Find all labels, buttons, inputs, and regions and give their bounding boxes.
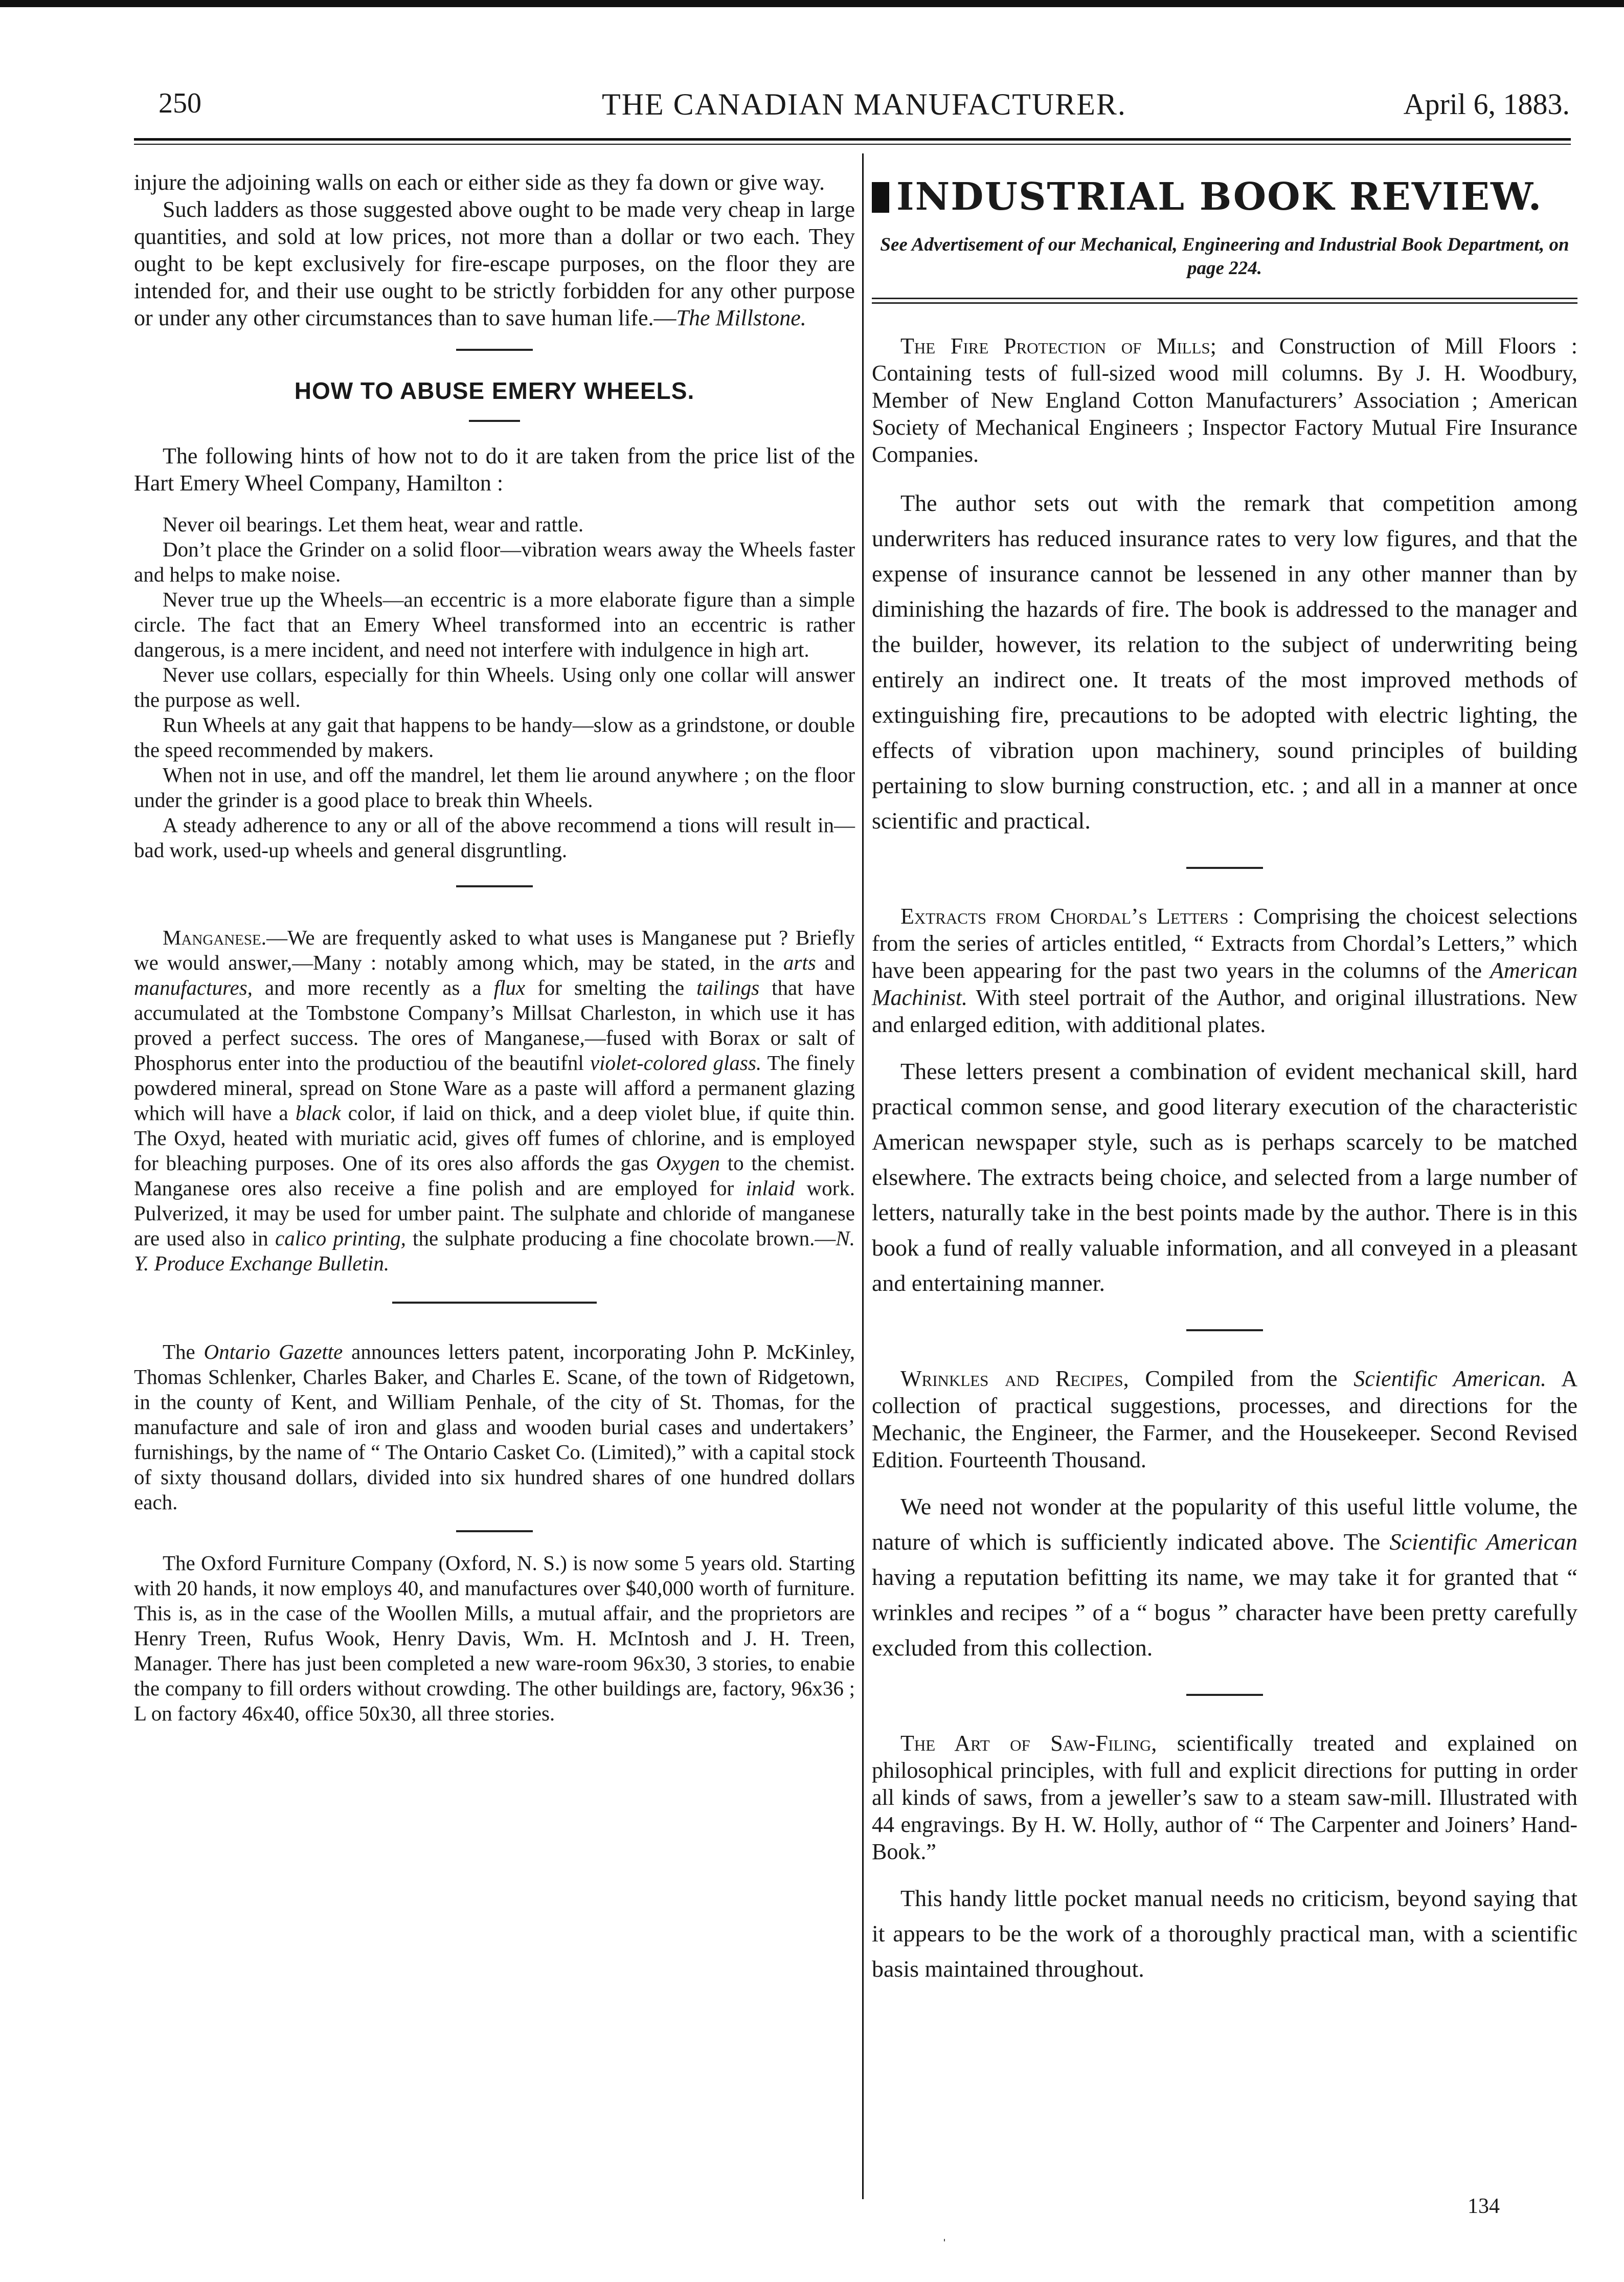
separator (392, 1302, 597, 1304)
manganese-italic: arts (783, 951, 816, 974)
book-description: , scientifically treated and explained on philosophical principles, with full and explicit directions for putting in order all kinds of saws, from a jeweller’s saw to a steam saw-mill. Illustrated with 44 engravings. By H. W. Holly, author of “ The Carpenter and Joiners’ Hand-Book.” (872, 1731, 1577, 1864)
header-rule-thin (134, 144, 1571, 145)
book-entry-saw-filing (872, 1730, 1577, 1865)
manganese-text: the sulphate producing a fine chocolate brown.— (405, 1226, 836, 1250)
manganese-italic: manufactures, (134, 976, 253, 999)
oxford-furniture-notice: The Oxford Furniture Company (Oxford, N. S.) is now some 5 years old. Starting with 20 hands, it now employs 40, and manufactures over $40,000 worth of furniture. This is, as in the case of the Woollen Mills, a mutual affair, and the proprietors are Henry Treen, Rufus Wook, Henry Davis, Wm. H. McIntosh and J. H. Treen, Manager. There has just been completed a new ware-room 96x30, 3 stories, to enabie the company to fill orders without crowding. The other buildings are, factory, 96x36 ; L on factory 46x40, office 50x30, all three stories. (134, 1551, 855, 1725)
ladders-continuation: injure the adjoining walls on each or either side as they fa down or give way. (134, 170, 825, 195)
book-description: : Comprising the choicest selections from the series of articles entitled, “ Extracts from Chordal’s Letters,” which have been appearing for the past two years in the columns of the (872, 904, 1577, 983)
ladders-paragraph (134, 196, 855, 331)
emery-hint: Never oil bearings. Let them heat, wear and rattle. (163, 512, 584, 536)
emery-intro: The following hints of how not to do it are taken from the price list of the Hart Emery Wheel Company, Hamilton : (134, 443, 855, 496)
manganese-text: The finely powdered mineral, spread on Stone Ware as a paste will afford a permanent glazing which will have a (134, 1051, 855, 1125)
manganese-text: for smelting the (525, 976, 697, 999)
emery-hint: When not in use, and off the mandrel, let them lie around anywhere ; on the floor under the grinder is a good place to break thin Wheels. (134, 763, 855, 812)
book-review: This handy little pocket manual needs no criticism, beyond saying that it appears to be the work of a thoroughly practical man, with a scientific basis maintained throughout. (872, 1885, 1577, 1982)
review-text: We need not wonder at the popularity of this useful little volume, the nature of which is sufficiently indicated above. The (872, 1493, 1577, 1555)
manganese-text: and (816, 951, 855, 974)
book-title: The Fire Protection of Mills (900, 333, 1210, 359)
issue-date: April 6, 1883. (1403, 87, 1570, 121)
right-column (872, 169, 1577, 1986)
emery-hint: A steady adherence to any or all of the above recommend a tions will result in—bad work, used-up wheels and general disgruntling. (134, 813, 855, 862)
book-description: ; and Construction of Mill Floors : Containing tests of full-sized wood mill columns. By J. H. Woodbury, Member of New England Cotton Manufacturers’ Association ; American Society of Mechanical Engineers ; Inspector Factory Mutual Fire Insurance Companies. (872, 333, 1577, 467)
manganese-italic: Oxygen (656, 1151, 720, 1175)
column-divider (862, 153, 864, 2199)
advertisement-note: See Advertisement of our Mechanical, Engineering and Industrial Book Department, on page 224. (880, 234, 1569, 279)
section-title-text: INDUSTRIAL BOOK REVIEW. (896, 175, 1543, 219)
review-italic: Scientific American (1389, 1529, 1577, 1555)
book-entry-wrinkles (872, 1365, 1577, 1473)
book-italic: Scientific American. (1354, 1366, 1546, 1391)
signature-number: 134 (1468, 2195, 1500, 2218)
manganese-text: work. Pulverized, it may be used for umber paint. The sulphate and chloride of manganese are used also in (134, 1176, 855, 1250)
printer-mark: ˌ (942, 2225, 947, 2242)
manganese-text: —We are frequently asked to what uses is Manganese put ? Briefly we would answer,—Many : notably among which, may be stated, in the (134, 926, 855, 974)
manganese-lead: Manganese. (163, 926, 266, 949)
book-review: These letters present a combination of evident mechanical skill, hard practical common sense, and good literary execution of the characteristic American newspaper style, such as is perhaps scarcely to be matched elsewhere. The extracts being choice, and selected from a large number of letters, naturally take in the best points made by the author. There is in this book a fund of really valuable information, and all conveyed in a pleasant and entertaining manner. (872, 1058, 1577, 1296)
book-description: , Compiled from the (1123, 1366, 1354, 1391)
journal-title: THE CANADIAN MANUFACTURER. (602, 87, 1126, 121)
book-description: A collection of practical suggestions, processes, and directions for the Mechanic, the Engineer, the Farmer, and the Housekeeper. Second Revised Edition. Fourteenth Thousand. (872, 1366, 1577, 1472)
left-column (134, 169, 855, 1726)
manganese-source: N. Y. Produce Exchange Bulletin. (134, 1226, 855, 1275)
review-text: having a reputation befitting its name, we may take it for granted that “ wrinkles and recipes ” of a “ bogus ” character have been pretty carefully excluded from this collection. (872, 1564, 1577, 1661)
emery-hint: Never use collars, especially for thin Wheels. Using only one collar will answer the purpose as well. (134, 663, 855, 711)
manganese-italic: violet-colored glass. (590, 1051, 762, 1075)
emery-hint: Run Wheels at any gait that happens to be handy—slow as a grindstone, or double the speed recommended by makers. (134, 713, 855, 762)
notice-text: The (163, 1340, 204, 1363)
book-review: The author sets out with the remark that competition among underwriters has reduced insurance rates to very low figures, and that the expense of insurance cannot be lessened in any other manner than by diminishing the hazards of fire. The book is addressed to the manager and the builder, however, its relation to the subject of underwriting being entirely an indirect one. It treats of the most improved methods of extinguishing fire, precautions to be adopted with electric lighting, the effects of vibration upon machinery, sound principles of building pertaining to slow burning construction, etc. ; and all in a manner at once scientific and practical. (872, 490, 1577, 834)
separator (456, 885, 533, 887)
book-entry-fire-protection (872, 332, 1577, 468)
manganese-text: and more recently as a (252, 976, 494, 999)
book-title: Wrinkles and Recipes (900, 1366, 1123, 1391)
notice-text: announces letters patent, incorporating John P. McKinley, Thomas Schlenker, Charles Baker, and Charles E. Scane, of the town of Ridgetown, in the county of Kent, and William Penhale, of the city of St. Thomas, for the manufacture and sale of iron and glass and wooden burial cases and undertakers’ furnishings, by the name of “ The Ontario Casket Co. (Limited),” with a capital stock of sixty thousand dollars, divided into six hundred shares of one hundred dollars each. (134, 1340, 855, 1514)
manganese-text: color, if laid on thick, and a deep violet blue, if quite thin. The Oxyd, heated with muriatic acid, gives off fumes of chlorine, and is employed for bleaching purposes. One of its ores also affords the gas (134, 1101, 855, 1175)
manganese-text: to the chemist. Manganese ores also receive a fine polish and are employed for (134, 1151, 855, 1200)
emery-hint: Never true up the Wheels—an eccentric is a more elaborate figure than a simple circle. The fact that an Emery Wheel transformed into an eccentric is rather dangerous, is a mere incident, and need not interfere with indulgence in high art. (134, 588, 855, 661)
separator (456, 1530, 533, 1532)
separator (1186, 867, 1263, 869)
book-italic: American Machinist. (872, 958, 1577, 1010)
emery-heading: HOW TO ABUSE EMERY WHEELS. (294, 377, 695, 404)
manganese-italic: flux (493, 976, 526, 999)
book-title: Extracts from Chordal’s Letters (900, 904, 1229, 929)
running-header (153, 87, 1575, 133)
page-number: 250 (159, 87, 201, 119)
notice-italic: Ontario Gazette (204, 1340, 343, 1363)
book-review (872, 1489, 1577, 1665)
double-rule (872, 298, 1577, 304)
ontario-casket-notice (134, 1339, 855, 1515)
section-bullet (872, 182, 889, 213)
top-edge-rule (0, 0, 1624, 7)
book-title: The Art of Saw-Filing (900, 1731, 1152, 1756)
separator (469, 420, 520, 422)
book-description: With steel portrait of the Author, and original illustrations. New and enlarged edition, with additional plates. (872, 985, 1577, 1037)
manganese-italic: black (295, 1101, 341, 1125)
separator (1186, 1329, 1263, 1331)
emery-hint: Don’t place the Grinder on a solid floor—vibration wears away the Wheels faster and helps to make noise. (134, 538, 855, 586)
section-title (872, 174, 1577, 220)
manganese-italic: calico printing, (275, 1226, 406, 1250)
manganese-italic: tailings (696, 976, 760, 999)
manganese-italic: inlaid (746, 1176, 795, 1200)
separator (1186, 1694, 1263, 1696)
ladders-text: Such ladders as those suggested above ought to be made very cheap in large quantities, and sold at low prices, not more than a dollar or two each. They ought to be kept exclusively for fire-escape purposes, on the floor they are intended for, and their use ought to be strictly forbidden for any other purpose or under any other circumstances than to save human life.— (134, 197, 855, 330)
book-entry-chordal (872, 903, 1577, 1038)
header-rule (134, 138, 1571, 141)
manganese-article (134, 925, 855, 1276)
ladders-source: The Millstone. (676, 305, 806, 330)
manganese-text: that have accumulated at the Tombstone Company’s Millsat Charleston, in which use it has proved a perfect success. The ores of Manganese,—fused with Borax or salt of Phosphorus enter into the productiou of the beautifnl (134, 976, 855, 1075)
separator (456, 349, 533, 351)
